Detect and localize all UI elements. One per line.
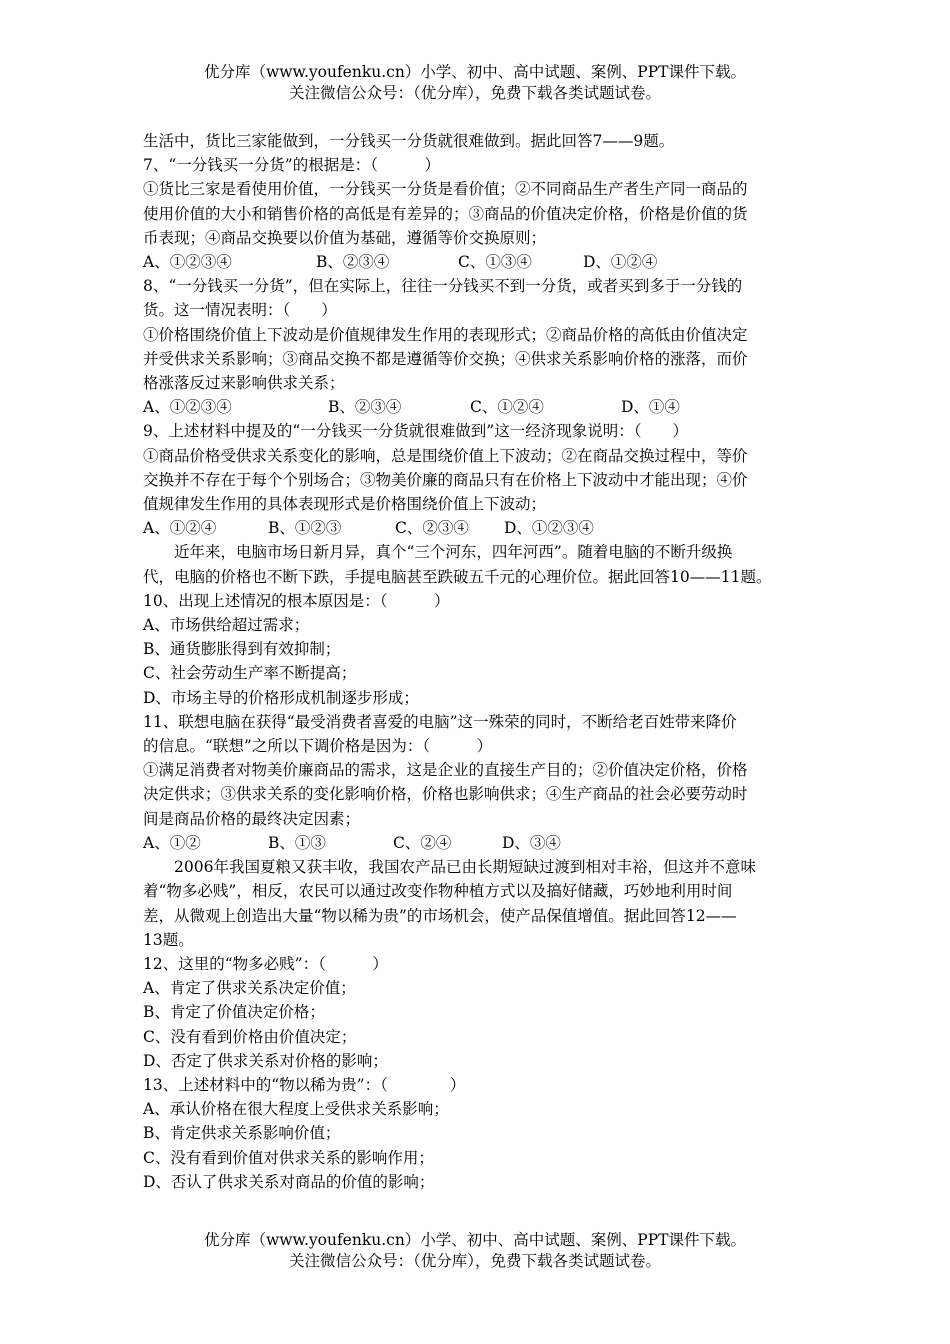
material-paragraph: 代，电脑的价格也不断下跌，手提电脑甚至跌破五千元的心理价位。据此回答10——11题。 xyxy=(143,567,772,586)
question-10-stem: 10、出现上述情况的根本原因是：（ ） xyxy=(143,591,450,610)
material-paragraph: 2006年我国夏粮又获丰收，我国农产品已由长期短缺过渡到相对丰裕，但这并不意味 xyxy=(174,858,756,877)
question-8-options xyxy=(143,395,813,419)
question-11-stem: 的信息。“联想”之所以下调价格是因为：（ ） xyxy=(143,737,493,756)
question-8-stem: 8、“一分钱买一分货”，但在实际上，往往一分钱买不到一分货，或者买到多于一分钱的 xyxy=(143,277,743,296)
question-13-option-d: D、否认了供求关系对商品的价值的影响； xyxy=(143,1172,435,1191)
question-7-statement: 币表现；④商品交换要以价值为基础，遵循等价交换原则； xyxy=(143,228,547,247)
question-7-statement: ①货比三家是看使用价值，一分钱买一分货是看价值；②不同商品生产者生产同一商品的 xyxy=(143,180,748,199)
question-7-stem: 7、“一分钱买一分货”的根据是：（ ） xyxy=(143,156,440,175)
question-9-statement: ①商品价格受供求关系变化的影响，总是围绕价值上下波动；②在商品交换过程中，等价 xyxy=(143,446,748,465)
header-line-2: 关注微信公众号：（优分库），免费下载各类试题试卷。 xyxy=(288,84,661,102)
question-13-option-c: C、没有看到价值对供求关系的影响作用； xyxy=(143,1148,434,1167)
material-paragraph: 着“物多必贱”，相反，农民可以通过改变作物种植方式以及搞好储藏，巧妙地利用时间 xyxy=(143,882,733,901)
option-b: B、①③ xyxy=(268,833,326,852)
option-d: D、③④ xyxy=(502,833,561,852)
question-8-statement: 并受供求关系影响；③商品交换不都是遵循等价交换；④供求关系影响价格的涨落，而价 xyxy=(143,349,748,368)
option-b: B、②③④ xyxy=(328,398,402,417)
option-a: A、①②③④ xyxy=(143,253,232,272)
question-13-option-a: A、承认价格在很大程度上受供求关系影响； xyxy=(143,1100,449,1119)
question-8-stem: 货。这一情况表明：（ ） xyxy=(143,301,337,320)
question-7-options xyxy=(143,250,813,274)
material-paragraph: 13题。 xyxy=(143,930,194,949)
question-11-statement: 间是商品价格的最终决定因素； xyxy=(143,809,361,828)
material-paragraph: 差，从微观上创造出大量“物以稀为贵”的市场机会，使产品保值增值。据此回答12—— xyxy=(143,906,737,925)
option-a: A、①② xyxy=(143,833,201,852)
question-13-option-b: B、肯定供求关系影响价值； xyxy=(143,1124,341,1143)
question-10-option-a: A、市场供给超过需求； xyxy=(143,616,310,635)
option-b: B、②③④ xyxy=(316,253,390,272)
footer-line-1: 优分库（www.youfenku.cn）小学、初中、高中试题、案例、PPT课件下载。 xyxy=(203,1231,747,1249)
question-10-option-b: B、通货膨胀得到有效抑制； xyxy=(143,640,341,659)
footer-line-2: 关注微信公众号：（优分库），免费下载各类试题试卷。 xyxy=(288,1252,661,1270)
question-12-option-a: A、肯定了供求关系决定价值； xyxy=(143,979,356,998)
option-b: B、①②③ xyxy=(268,519,342,538)
option-c: C、①②④ xyxy=(470,398,544,417)
question-12-option-c: C、没有看到价格由价值决定； xyxy=(143,1027,357,1046)
option-c: C、①③④ xyxy=(458,253,532,272)
question-9-statement: 交换并不存在于每个个别场合；③物美价廉的商品只有在价格上下波动中才能出现；④价 xyxy=(143,470,748,489)
question-10-option-d: D、市场主导的价格形成机制逐步形成； xyxy=(143,688,419,707)
option-d: D、①②④ xyxy=(583,253,658,272)
question-12-stem: 12、这里的“物多必贱”：（ ） xyxy=(143,954,388,973)
question-11-statement: 决定供求；③供求关系的变化影响价格，价格也影响供求；④生产商品的社会必要劳动时 xyxy=(143,785,748,804)
question-body xyxy=(143,129,813,1194)
question-9-options xyxy=(143,516,813,540)
question-8-statement: ①价格围绕价值上下波动是价值规律发生作用的表现形式；②商品价格的高低由价值决定 xyxy=(143,325,748,344)
question-12-option-b: B、肯定了价值决定价格； xyxy=(143,1003,325,1022)
intro-line: 生活中，货比三家能做到，一分钱买一分货就很难做到。据此回答7——9题。 xyxy=(143,132,675,150)
option-d: D、①②③④ xyxy=(504,519,594,538)
header-line-1: 优分库（www.youfenku.cn）小学、初中、高中试题、案例、PPT课件下载。 xyxy=(203,63,747,81)
option-c: C、②④ xyxy=(393,833,452,852)
option-a: A、①②④ xyxy=(143,519,217,538)
question-10-option-c: C、社会劳动生产率不断提高； xyxy=(143,664,357,683)
question-13-stem: 13、上述材料中的“物以稀为贵”：（ ） xyxy=(143,1075,466,1094)
option-c: C、②③④ xyxy=(395,519,469,538)
option-a: A、①②③④ xyxy=(143,398,232,417)
material-paragraph: 近年来，电脑市场日新月异，真个“三个河东，四年河西”。随着电脑的不断升级换 xyxy=(174,543,733,562)
option-d: D、①④ xyxy=(621,398,680,417)
question-12-option-d: D、否定了供求关系对价格的影响； xyxy=(143,1051,388,1070)
question-8-statement: 格涨落反过来影响供求关系； xyxy=(143,374,345,393)
question-11-stem: 11、联想电脑在获得“最受消费者喜爱的电脑”这一殊荣的同时，不断给老百姓带来降价 xyxy=(143,712,737,731)
question-7-statement: 使用价值的大小和销售价格的高低是有差异的；③商品的价值决定价格，价格是价值的货 xyxy=(143,204,748,223)
question-11-statement: ①满足消费者对物美价廉商品的需求，这是企业的直接生产目的；②价值决定价格，价格 xyxy=(143,761,748,780)
question-11-options xyxy=(143,831,813,855)
question-9-stem: 9、上述材料中提及的“一分钱买一分货就很难做到”这一经济现象说明：（ ） xyxy=(143,422,688,441)
question-9-statement: 值规律发生作用的具体表现形式是价格围绕价值上下波动； xyxy=(143,495,547,514)
